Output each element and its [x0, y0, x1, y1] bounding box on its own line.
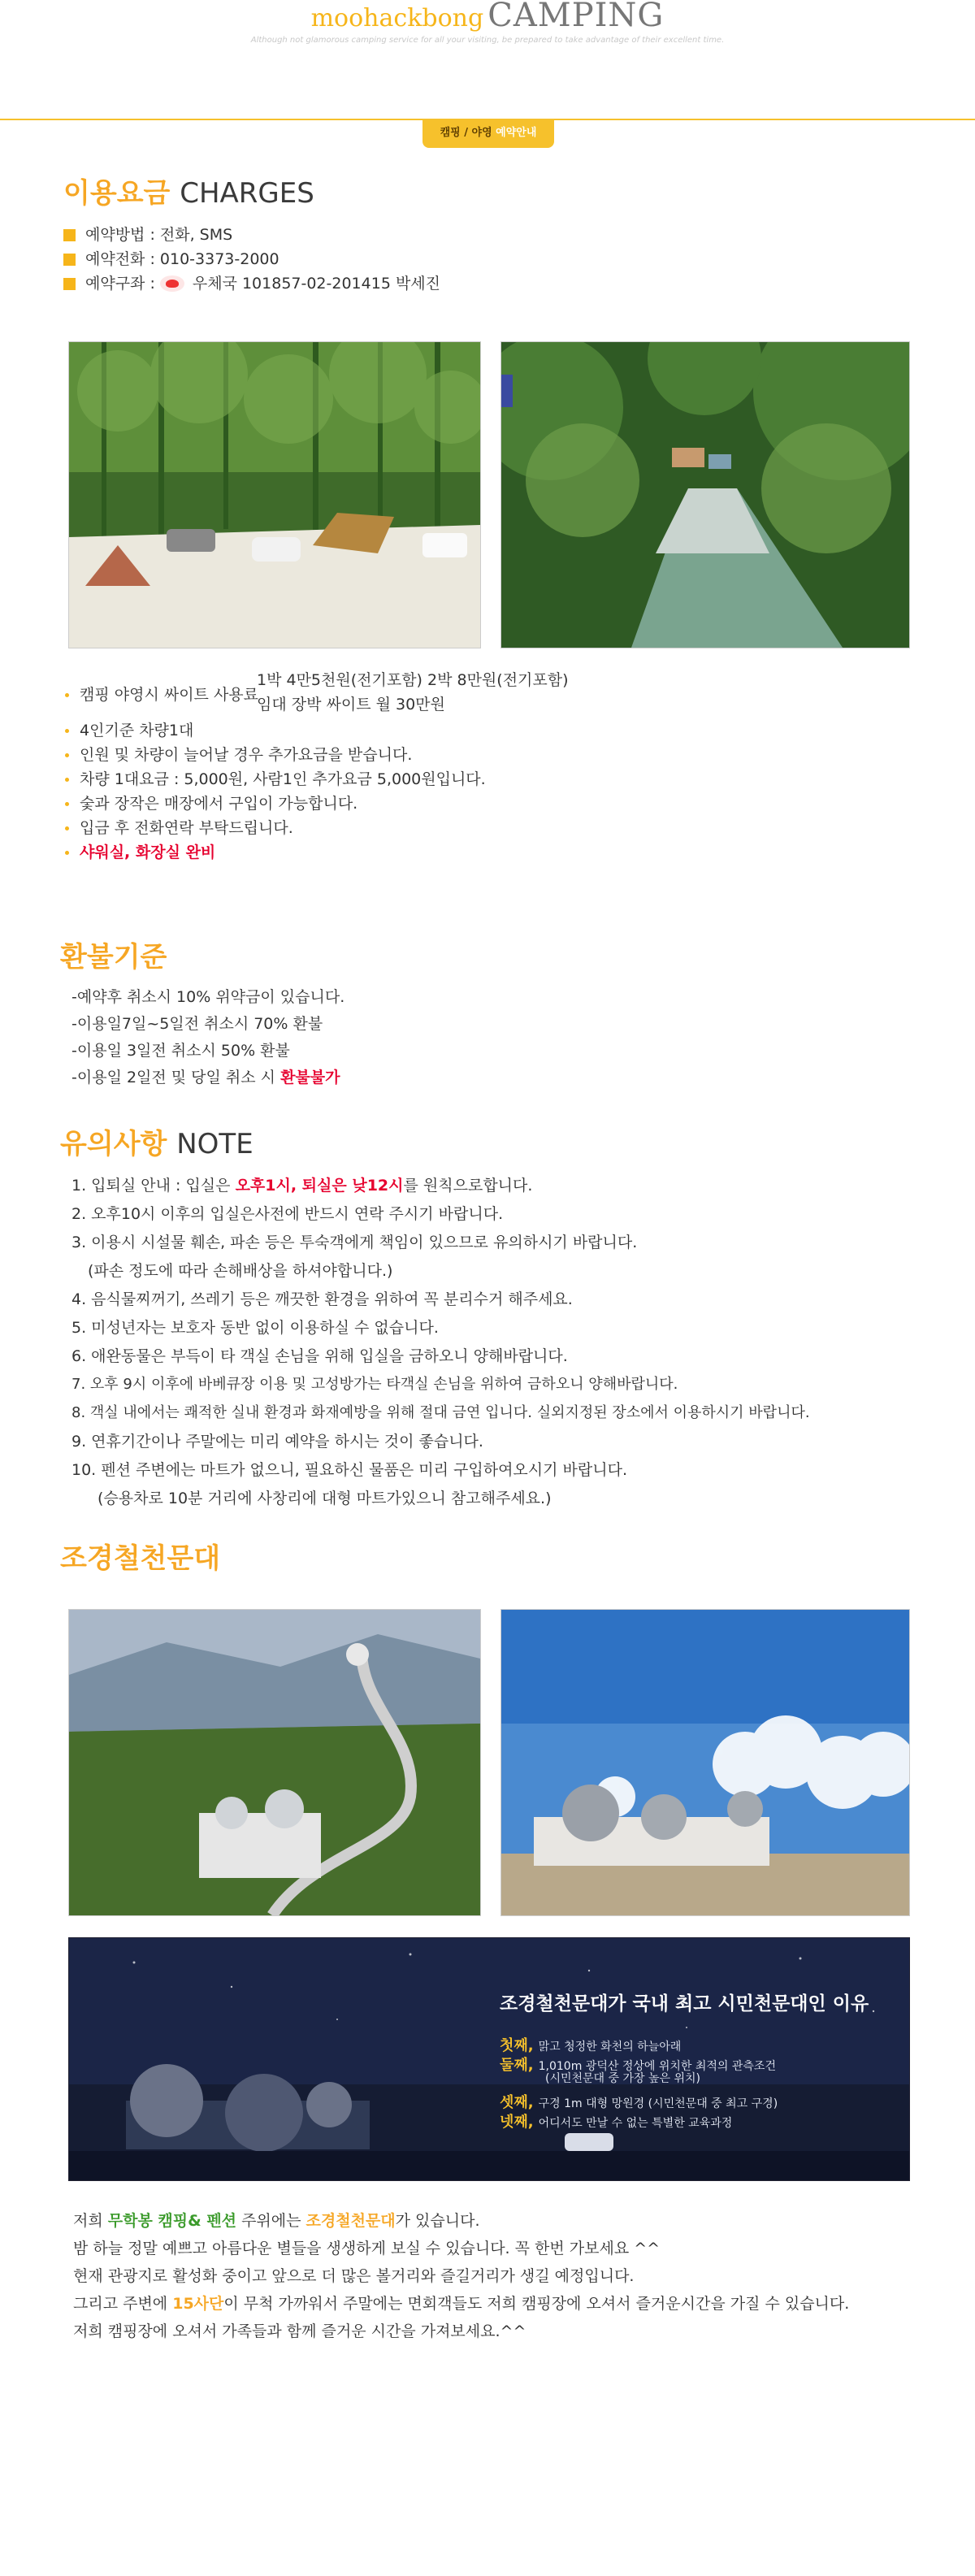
- fee-line-2: 임대 장박 싸이트 월 30만원: [257, 696, 445, 713]
- bullet-square-icon: [63, 278, 76, 290]
- reservation-phone: 예약전화 : 010-3373-2000: [63, 247, 440, 271]
- info-item: 차량 1대요금 : 5,000원, 사람1인 추가요금 5,000원입니다.: [65, 767, 486, 789]
- refund-line: -이용일7일~5일전 취소시 70% 환불: [72, 1015, 323, 1033]
- reason-item: 둘째, 1,010m 광덕산 정상에 위치한 최적의 관측조건: [500, 2057, 776, 2074]
- footer-line: 밤 하늘 정말 예쁘고 아름다운 별들을 생생하게 보실 수 있습니다. 꼭 한번 가보세요 ^^: [73, 2240, 661, 2257]
- bullet-dot-icon: [65, 778, 69, 782]
- charges-title: 이용요금 CHARGES: [63, 177, 314, 210]
- refund-line: -예약후 취소시 10% 위약금이 있습니다.: [72, 988, 345, 1006]
- campsite-photo: [68, 341, 481, 648]
- observatory-aerial-photo: [68, 1609, 481, 1916]
- note-line: 3. 이용시 시설물 훼손, 파손 등은 투숙객에게 책임이 있으므로 유의하시기 바랍니다.: [72, 1234, 638, 1251]
- breadcrumb-current: 예약안내: [496, 127, 537, 139]
- breadcrumb-prefix[interactable]: 캠핑 / 야영: [440, 127, 492, 139]
- note-line: 4. 음식물찌꺼기, 쓰레기 등은 깨끗한 환경을 위하여 꼭 분리수거 해주세요.: [72, 1290, 573, 1308]
- refund-line: -이용일 3일전 취소시 50% 환불: [72, 1042, 290, 1060]
- note-line: 9. 연휴기간이나 주말에는 미리 예약을 하시는 것이 좋습니다.: [72, 1433, 483, 1451]
- breadcrumb: [422, 120, 554, 148]
- reservation-account: 예약구좌 : 우체국 101857-02-201415 박세진: [63, 271, 440, 296]
- no-refund-label: 환불불가: [280, 1069, 340, 1086]
- bullet-dot-icon: [65, 753, 69, 757]
- info-item: 입금 후 전화연락 부탁드립니다.: [65, 816, 293, 838]
- note-line: 2. 오후10시 이후의 입실은사전에 반드시 연락 주시기 바랍니다.: [72, 1205, 504, 1223]
- reason-item: 넷째, 어디서도 만날 수 없는 특별한 교육과정: [500, 2114, 733, 2131]
- refund-title: 환불기준: [60, 941, 167, 974]
- note-line: 6. 애완동물은 부득이 타 객실 손님을 위해 입실을 금하오니 양해바랍니다.: [72, 1347, 568, 1365]
- valley-stream-photo: [500, 341, 910, 648]
- logo-part1: moohackbong: [310, 4, 484, 33]
- note-line: 1. 입퇴실 안내 : 입실은 오후1시, 퇴실은 낮12시를 원칙으로합니다.: [72, 1177, 533, 1195]
- bullet-dot-icon: [65, 729, 69, 733]
- note-line: (파손 정도에 따라 손해배상을 하셔야합니다.): [88, 1262, 393, 1280]
- note-line: 5. 미성년자는 보호자 동반 없이 이용하실 수 없습니다.: [72, 1319, 439, 1337]
- reason-item: 첫째, 맑고 청정한 화천의 하늘아래: [500, 2037, 682, 2054]
- info-item-amenities: 샤워실, 화장실 완비: [65, 840, 215, 862]
- site-logo[interactable]: [0, 0, 975, 34]
- bullet-dot-icon: [65, 802, 69, 806]
- bullet-dot-icon: [65, 826, 69, 830]
- info-item: 숯과 장작은 매장에서 구입이 가능합니다.: [65, 791, 358, 813]
- footer-line: 그리고 주변에 15사단이 무척 가까워서 주말에는 면회객들도 저희 캠핑장에 오셔서 즐거운시간을 가질 수 있습니다.: [73, 2295, 850, 2313]
- bullet-dot-icon: [65, 851, 69, 855]
- bullet-square-icon: [63, 229, 76, 241]
- site-header: [0, 0, 975, 120]
- footer-line: 저희 캠핑장에 오셔서 가족들과 함께 즐거운 시간을 가져보세요.^^: [73, 2322, 526, 2340]
- fee-label-row: 캠핑 야영시 싸이트 사용료: [65, 683, 258, 705]
- logo-part2: CAMPING: [488, 0, 665, 34]
- observatory-title: 조경철천문대: [60, 1542, 221, 1575]
- banner-title: 조경철천문대가 국내 최고 시민천문대인 이유: [500, 1993, 869, 2014]
- info-item: 4인기준 차량1대: [65, 718, 193, 740]
- reason-item: 셋째, 구경 1m 대형 망원경 (시민천문대 중 최고 구경): [500, 2094, 778, 2111]
- refund-line-last: -이용일 2일전 및 당일 취소 시 환불불가: [72, 1069, 340, 1086]
- note-line: 8. 객실 내에서는 쾌적한 실내 환경과 화재예방을 위해 절대 금연 입니다. 실외지정된 장소에서 이용하시기 바랍니다.: [72, 1404, 810, 1421]
- info-item: 인원 및 차량이 늘어날 경우 추가요금을 받습니다.: [65, 743, 412, 765]
- fee-line-1: 1박 4만5천원(전기포함) 2박 8만원(전기포함): [257, 671, 569, 689]
- footer-line: 현재 관광지로 활성화 중이고 앞으로 더 많은 볼거리와 즐길거리가 생길 예정입니다.: [73, 2267, 635, 2285]
- post-office-bank-icon: [160, 275, 184, 292]
- observatory-banner: [68, 1937, 910, 2181]
- bullet-square-icon: [63, 254, 76, 266]
- reservation-method: 예약방법 : 전화, SMS: [63, 223, 440, 247]
- note-line: 7. 오후 9시 이후에 바베큐장 이용 및 고성방가는 타객실 손님을 위하여 금하오니 양해바랍니다.: [72, 1376, 678, 1393]
- observatory-building-photo: [500, 1609, 910, 1916]
- notes-title: 유의사항 NOTE: [60, 1128, 254, 1160]
- reason-item-note: (시민천문대 중 가장 높은 위치): [545, 2072, 701, 2085]
- contact-info: [63, 223, 440, 296]
- tagline: Although not glamorous camping service for all your visiting, be prepared to take advantage of their excellent time.: [250, 36, 725, 45]
- footer-line: 저희 무학봉 캠핑& 펜션 주위에는 조경철천문대가 있습니다.: [73, 2212, 480, 2230]
- bullet-dot-icon: [65, 693, 69, 697]
- note-line: 10. 펜션 주변에는 마트가 없으니, 필요하신 물품은 미리 구입하여오시기 바랍니다.: [72, 1461, 627, 1479]
- note-line: (승용차로 10분 거리에 사창리에 대형 마트가있으니 참고해주세요.): [98, 1490, 552, 1507]
